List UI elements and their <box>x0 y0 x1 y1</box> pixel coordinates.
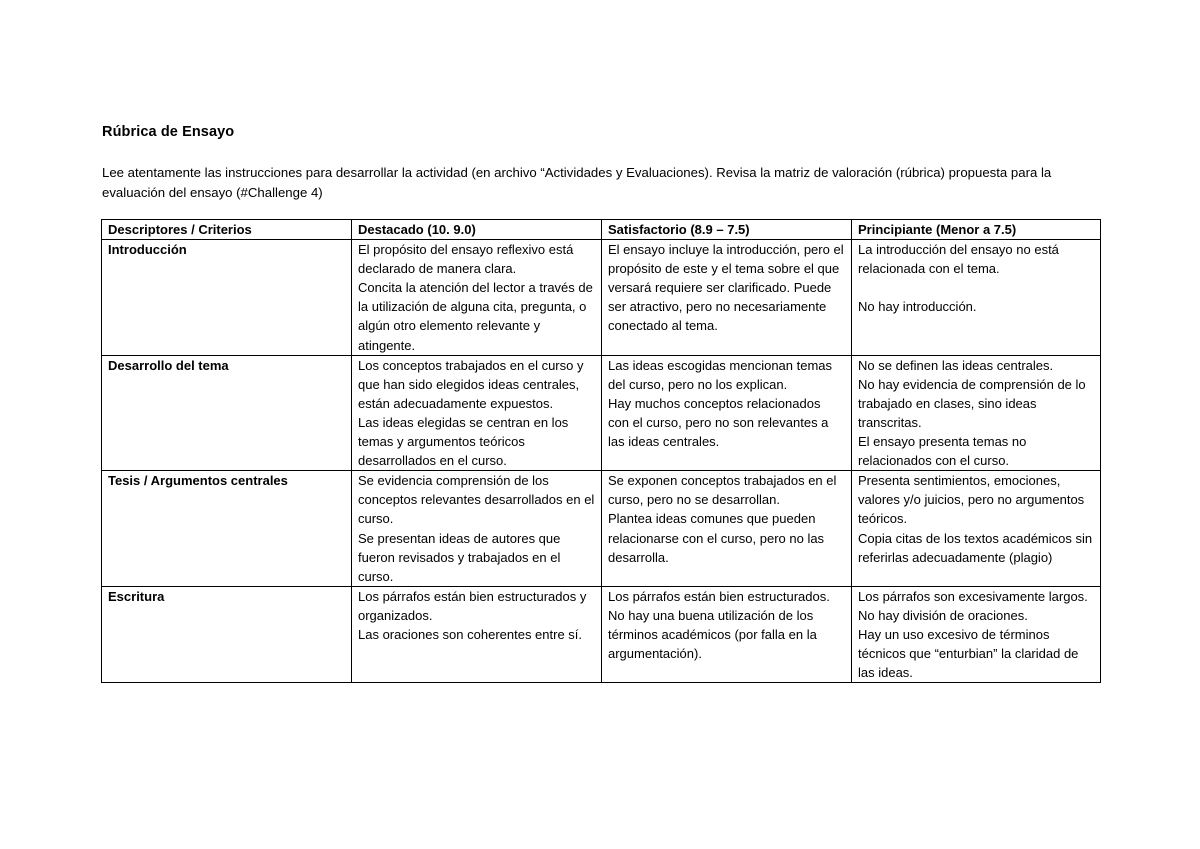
cell-paragraph: La introducción del ensayo no está relacionada con el tema. <box>858 242 1059 277</box>
paragraph-gap <box>858 278 1094 297</box>
cell-paragraph: Las ideas escogidas mencionan temas del curso, pero no los explican. <box>608 357 833 392</box>
cell-paragraph: Las oraciones son coherentes entre sí. <box>358 626 583 642</box>
header-satisfactorio: Satisfactorio (8.9 – 7.5) <box>602 220 852 240</box>
rubric-table <box>101 219 1101 683</box>
table-row <box>102 471 1101 587</box>
document-title: Rúbrica de Ensayo <box>102 124 235 140</box>
cell-paragraph: Los párrafos están bien estructurados y organizados. <box>358 588 587 623</box>
cell-paragraph: Hay muchos conceptos relacionados con el curso, pero no son relevantes a las ideas centrales. <box>608 395 829 450</box>
satisfactorio-cell <box>602 240 852 356</box>
cell-paragraph: El ensayo presenta temas no relacionados con el curso. <box>858 434 1027 469</box>
cell-paragraph: Los párrafos están bien estructurados. <box>608 588 830 604</box>
table-header-row <box>102 220 1101 240</box>
table-row <box>102 355 1101 471</box>
cell-paragraph: Copia citas de los textos académicos sin referirlas adecuadamente (plagio) <box>858 530 1093 565</box>
cell-paragraph: Concita la atención del lector a través de la utilización de alguna cita, pregunta, o algún otro elemento relevante y atingente. <box>358 280 593 353</box>
cell-paragraph: El ensayo incluye la introducción, pero el propósito de este y el tema sobre el que versará requiere ser clarificado. Puede ser atractivo, pero no necesariamente conectado al tema. <box>608 242 844 334</box>
destacado-cell <box>352 586 602 682</box>
header-destacado: Destacado (10. 9.0) <box>352 220 602 240</box>
cell-paragraph: Se exponen conceptos trabajados en el curso, pero no se desarrollan. <box>608 473 837 508</box>
principiante-cell <box>852 586 1101 682</box>
cell-paragraph: No hay introducción. <box>858 299 977 315</box>
document-intro: Lee atentamente las instrucciones para desarrollar la actividad (en archivo “Actividades y Evaluaciones). Revisa la matriz de valoración (rúbrica) propuesta para la evaluación del ensayo (#Challenge 4) <box>102 165 1052 200</box>
header-principiante: Principiante (Menor a 7.5) <box>852 220 1101 240</box>
cell-paragraph: No hay una buena utilización de los términos académicos (por falla en la argumentación). <box>608 607 817 662</box>
cell-paragraph: Se presentan ideas de autores que fueron revisados y trabajados en el curso. <box>358 530 561 584</box>
destacado-cell <box>352 471 602 587</box>
criterion-cell: Introducción <box>102 240 352 356</box>
criterion-cell: Escritura <box>102 586 352 682</box>
cell-paragraph: No se definen las ideas centrales. <box>858 357 1054 373</box>
destacado-cell <box>352 355 602 471</box>
criterion-cell: Desarrollo del tema <box>102 355 352 471</box>
destacado-cell <box>352 240 602 356</box>
satisfactorio-cell <box>602 355 852 471</box>
cell-paragraph: Plantea ideas comunes que pueden relacionarse con el curso, pero no las desarrolla. <box>608 511 825 565</box>
cell-paragraph: No hay evidencia de comprensión de lo trabajado en clases, sino ideas transcritas. <box>858 376 1086 430</box>
principiante-cell <box>852 240 1101 356</box>
principiante-cell <box>852 471 1101 587</box>
cell-paragraph: Se evidencia comprensión de los conceptos relevantes desarrollados en el curso. <box>358 473 595 527</box>
criterion-cell: Tesis / Argumentos centrales <box>102 471 352 587</box>
table-row <box>102 586 1101 682</box>
rubric-body <box>102 240 1101 683</box>
cell-paragraph: Hay un uso excesivo de términos técnicos que “enturbian” la claridad de las ideas. <box>858 626 1079 681</box>
cell-paragraph: Los párrafos son excesivamente largos. No hay división de oraciones. <box>858 588 1088 623</box>
cell-paragraph: Los conceptos trabajados en el curso y que han sido elegidos ideas centrales, están adecuadamente expuestos. <box>358 357 584 411</box>
cell-paragraph: El propósito del ensayo reflexivo está declarado de manera clara. <box>358 242 574 277</box>
cell-paragraph: Presenta sentimientos, emociones, valores y/o juicios, pero no argumentos teóricos. <box>858 473 1085 527</box>
principiante-cell <box>852 355 1101 471</box>
header-criteria: Descriptores / Criterios <box>102 220 352 240</box>
satisfactorio-cell <box>602 586 852 682</box>
table-row <box>102 240 1101 356</box>
cell-paragraph: Las ideas elegidas se centran en los temas y argumentos teóricos desarrollados en el curso. <box>358 414 569 469</box>
satisfactorio-cell <box>602 471 852 587</box>
